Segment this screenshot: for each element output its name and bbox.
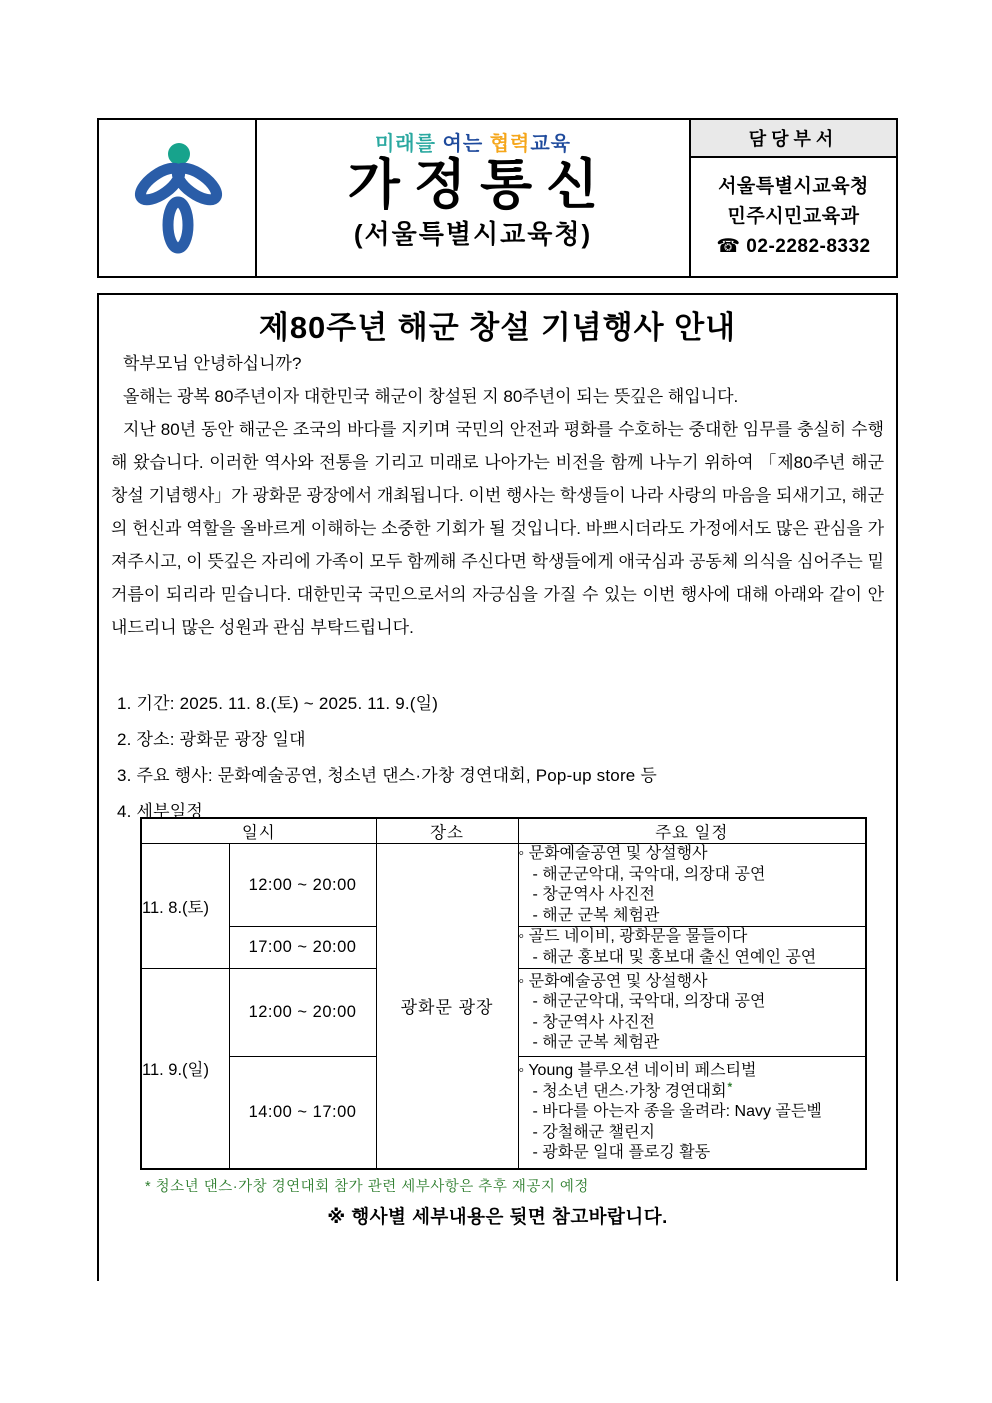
time-cell: 17:00 ~ 20:00 bbox=[229, 927, 376, 969]
schedule-line: - 강철해군 챌린지 bbox=[532, 1123, 655, 1141]
date-cell-nov8: 11. 8.(토) bbox=[141, 844, 229, 969]
slogan-segment: 미래를 bbox=[374, 133, 443, 155]
list-item-events: 3. 주요 행사: 문화예술공연, 청소년 댄스·가창 경연대회, Pop-up store 등 bbox=[117, 766, 658, 785]
time-cell: 12:00 ~ 20:00 bbox=[229, 844, 376, 927]
place-cell: 광화문 광장 bbox=[376, 844, 518, 1169]
schedule-line: ◦ 골드 네이비, 광화문을 물들이다 bbox=[518, 928, 748, 945]
schedule-table-wrap bbox=[140, 817, 867, 1170]
schedule-line: - 창군역사 사진전 bbox=[532, 1013, 655, 1031]
slogan-segment: 교육 bbox=[530, 133, 571, 155]
event-info-list bbox=[117, 686, 877, 830]
schedule-cell bbox=[518, 844, 866, 927]
schedule-line: - 해군 홍보대 및 홍보대 출신 연예인 공연 bbox=[532, 948, 817, 966]
schedule-line: - 광화문 일대 플로깅 활동 bbox=[532, 1144, 711, 1161]
schedule-line: - 해군 군복 체험관 bbox=[532, 1034, 660, 1051]
newsletter-title: 가정통신 bbox=[347, 155, 613, 215]
schedule-line: ◦ 문화예술공연 및 상설행사 bbox=[518, 845, 708, 862]
schedule-line: - 바다를 아는자 종을 울려라: Navy 골든벨 bbox=[532, 1103, 822, 1120]
schedule-line: - 해군군악대, 국악대, 의장대 공연 bbox=[532, 993, 766, 1010]
footnote: * 청소년 댄스·가창 경연대회 참가 관련 세부사항은 추후 재공지 예정 bbox=[145, 1179, 589, 1195]
dept-division: 민주시민교육과 bbox=[727, 206, 860, 227]
slogan-segment: 협력 bbox=[489, 133, 531, 155]
date-cell-nov9: 11. 9.(일) bbox=[141, 969, 229, 1169]
dept-label: 담당부서 bbox=[691, 120, 896, 158]
schedule-line: ◦ Young 블루오션 네이비 페스티벌 bbox=[518, 1062, 757, 1079]
schedule-line: - 해군 군복 체험관 bbox=[532, 906, 660, 924]
schedule-line: ◦ 문화예술공연 및 상설행사 bbox=[518, 972, 708, 990]
main-content-box bbox=[97, 293, 898, 1281]
table-row bbox=[141, 844, 866, 927]
dept-office: 서울특별시교육청 bbox=[718, 176, 869, 197]
schedule-cell bbox=[518, 927, 866, 969]
closing-note: ※ 행사별 세부내용은 뒷면 참고바랍니다. bbox=[327, 1206, 668, 1227]
table-header-row bbox=[141, 818, 866, 844]
schedule-cell bbox=[518, 1057, 866, 1169]
paragraph-main: 지난 80년 동안 해군은 조국의 바다를 지키며 국민의 안전과 평화를 수호하는 중대한 임무를 충실히 수행해 왔습니다. 이러한 역사와 전통을 기리고 미래로 나아가는 비전을 함께 나누기 위하여 「제80주년 해군창설 기념행사」가 광화문 광장에서 개최됩니다. 이번 행사는 학생들이 나라 사랑의 마음을 되새기고, 해군의 헌신과 역할을 올바르게 이해하는 소중한 기회가 될 것입니다. 바쁘시더라도 가정에서도 많은 관심을 가져주시고, 이 뜻깊은 자리에 가족이 모두 함께해 주신다면 학생들에게 애국심과 공동체 의식을 심어주는 밑거름이 되리라 믿습니다. 대한민국 국민으로서의 자긍심을 가질 수 있는 이번 행사에 대해 아래와 같이 안내드리니 많은 성원과 관심 부탁드립니다. bbox=[111, 420, 884, 637]
time-cell: 12:00 ~ 20:00 bbox=[229, 969, 376, 1057]
col-header-datetime: 일시 bbox=[141, 818, 376, 844]
newsletter-subtitle: (서울특별시교육청) bbox=[353, 219, 593, 250]
list-item-period: 1. 기간: 2025. 11. 8.(토) ~ 2025. 11. 9.(일) bbox=[117, 694, 439, 713]
dept-box bbox=[689, 120, 896, 276]
paragraph-greeting: 학부모님 안녕하십니까? bbox=[123, 354, 302, 373]
dept-phone: ☎ 02-2282-8332 bbox=[716, 236, 871, 257]
body-paragraphs bbox=[111, 347, 884, 644]
list-item-place: 2. 장소: 광화문 광장 일대 bbox=[117, 730, 306, 749]
header-center bbox=[257, 120, 689, 276]
header-slogan bbox=[257, 127, 689, 156]
document-title: 제80주년 해군 창설 기념행사 안내 bbox=[258, 310, 737, 345]
schedule-line: - 청소년 댄스·가창 경연대회* bbox=[532, 1079, 733, 1100]
header-banner bbox=[97, 118, 898, 278]
time-cell: 14:00 ~ 17:00 bbox=[229, 1057, 376, 1169]
schedule-line: - 해군군악대, 국악대, 의장대 공연 bbox=[532, 865, 766, 883]
paragraph-intro: 올해는 광복 80주년이자 대한민국 해군이 창설된 지 80주년이 되는 뜻깊은 해입니다. bbox=[123, 387, 739, 406]
schedule-line: - 창군역사 사진전 bbox=[532, 886, 655, 903]
col-header-schedule: 주요 일정 bbox=[518, 818, 866, 844]
schedule-cell bbox=[518, 969, 866, 1057]
list-item-schedule: 4. 세부일정 bbox=[117, 802, 203, 821]
slogan-segment: 여는 bbox=[442, 133, 490, 155]
dept-info bbox=[691, 158, 896, 276]
seoul-education-logo bbox=[127, 138, 227, 258]
logo-cell bbox=[99, 120, 257, 276]
footnote-marker: * bbox=[727, 1079, 733, 1094]
schedule-table bbox=[140, 817, 867, 1170]
col-header-place: 장소 bbox=[376, 818, 518, 844]
